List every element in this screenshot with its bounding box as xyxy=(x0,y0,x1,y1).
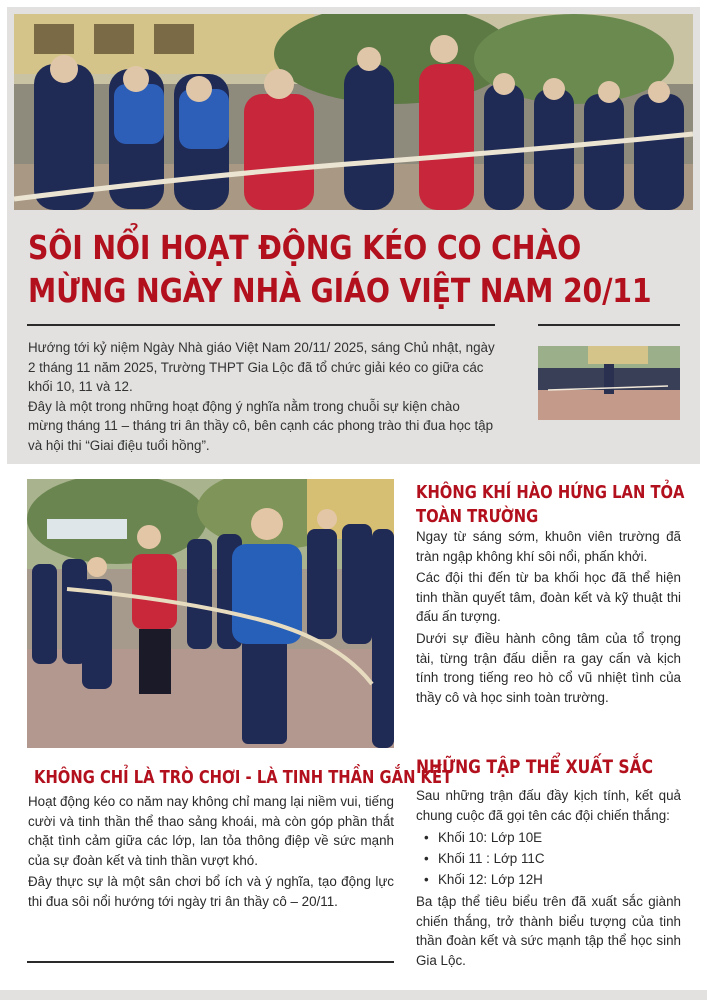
bottom-band xyxy=(0,990,707,1000)
intro-paragraph: Đây là một trong những hoạt động ý nghĩa nằm trong chuỗi sự kiện chào mừng tháng 11 – tháng tri ân thầy cô, bên cạnh các phong trào thi đua học tập và hội thi “Giai điệu tuổi hồng”. xyxy=(28,398,494,453)
list-item: • Khối 11 : Lớp 11C xyxy=(438,848,681,869)
paragraph: Đây thực sự là một sân chơi bổ ích và ý nghĩa, tạo động lực thi đua sôi nổi hướng tới ngày tri ân thầy cô – 20/11. xyxy=(28,874,394,909)
intro-text xyxy=(28,338,496,456)
paragraph: Sau những trận đấu đầy kịch tính, kết quả chung cuộc đã gọi tên các đội chiến thắng: xyxy=(416,788,681,823)
paragraph: Hoạt động kéo co năm nay không chỉ mang lại niềm vui, tiếng cười và tinh thần thể thao sảng khoái, mà còn góp phần thắt chặt tình cảm giữa các lớp, lan tỏa thông điệp về sức mạnh của sự đoàn kết và tinh thần vượt khó. xyxy=(28,794,394,868)
headline xyxy=(28,226,652,312)
section-title-line: TOÀN TRƯỜNG xyxy=(416,506,539,527)
paragraph: Các đội thi đến từ ba khối học đã thể hiện tinh thần quyết tâm, đoàn kết và kỹ thuật thi đấu ấn tượng. xyxy=(416,570,681,625)
paragraph: Dưới sự điều hành công tâm của tổ trọng tài, từng trận đấu diễn ra gay cấn và kịch tính trong tiếng reo hò cổ vũ nhiệt tình của thầy cô và học sinh toàn trường. xyxy=(416,630,681,705)
divider xyxy=(27,961,394,963)
headline-line-2: MỪNG NGÀY NHÀ GIÁO VIỆT NAM 20/11 xyxy=(28,271,652,310)
list-item: • Khối 12: Lớp 12H xyxy=(438,869,681,890)
winners-text xyxy=(416,786,681,973)
intro-paragraph: Hướng tới kỷ niệm Ngày Nhà giáo Việt Nam 20/11/ 2025, sáng Chủ nhật, ngày 2 tháng 11 năm 2025, Trường THPT Gia Lộc đã tổ chức giải kéo co giữa các khối 10, 11 và 12. xyxy=(28,340,495,395)
divider xyxy=(538,324,680,326)
section-title-spirit: KHÔNG CHỈ LÀ TRÒ CHƠI - LÀ TINH THẦN GẮN KẾT xyxy=(34,767,453,788)
spirit-text xyxy=(28,792,394,914)
tug-of-war-photo xyxy=(27,479,394,748)
section-title-atmosphere xyxy=(416,481,684,529)
headline-line-1: SÔI NỔI HOẠT ĐỘNG KÉO CO CHÀO xyxy=(28,228,582,267)
list-item: • Khối 10: Lớp 10E xyxy=(438,827,681,848)
hero-photo xyxy=(14,14,693,210)
winners-list xyxy=(416,827,681,890)
paragraph: Ba tập thể tiêu biểu trên đã xuất sắc giành chiến thắng, trở thành biểu tượng của tinh thần đoàn kết và sức mạnh tập thể học sinh Gia Lộc. xyxy=(416,894,681,968)
divider xyxy=(27,324,495,326)
thumbnail-photo xyxy=(538,346,680,420)
section-title-line: KHÔNG KHÍ HÀO HỨNG LAN TỎA xyxy=(416,482,685,503)
atmosphere-text xyxy=(416,527,681,709)
paragraph: Ngay từ sáng sớm, khuôn viên trường đã tràn ngập không khí sôi nổi, phấn khởi. xyxy=(416,529,681,564)
section-title-winners: NHỮNG TẬP THỂ XUẤT SẮC xyxy=(416,756,654,778)
